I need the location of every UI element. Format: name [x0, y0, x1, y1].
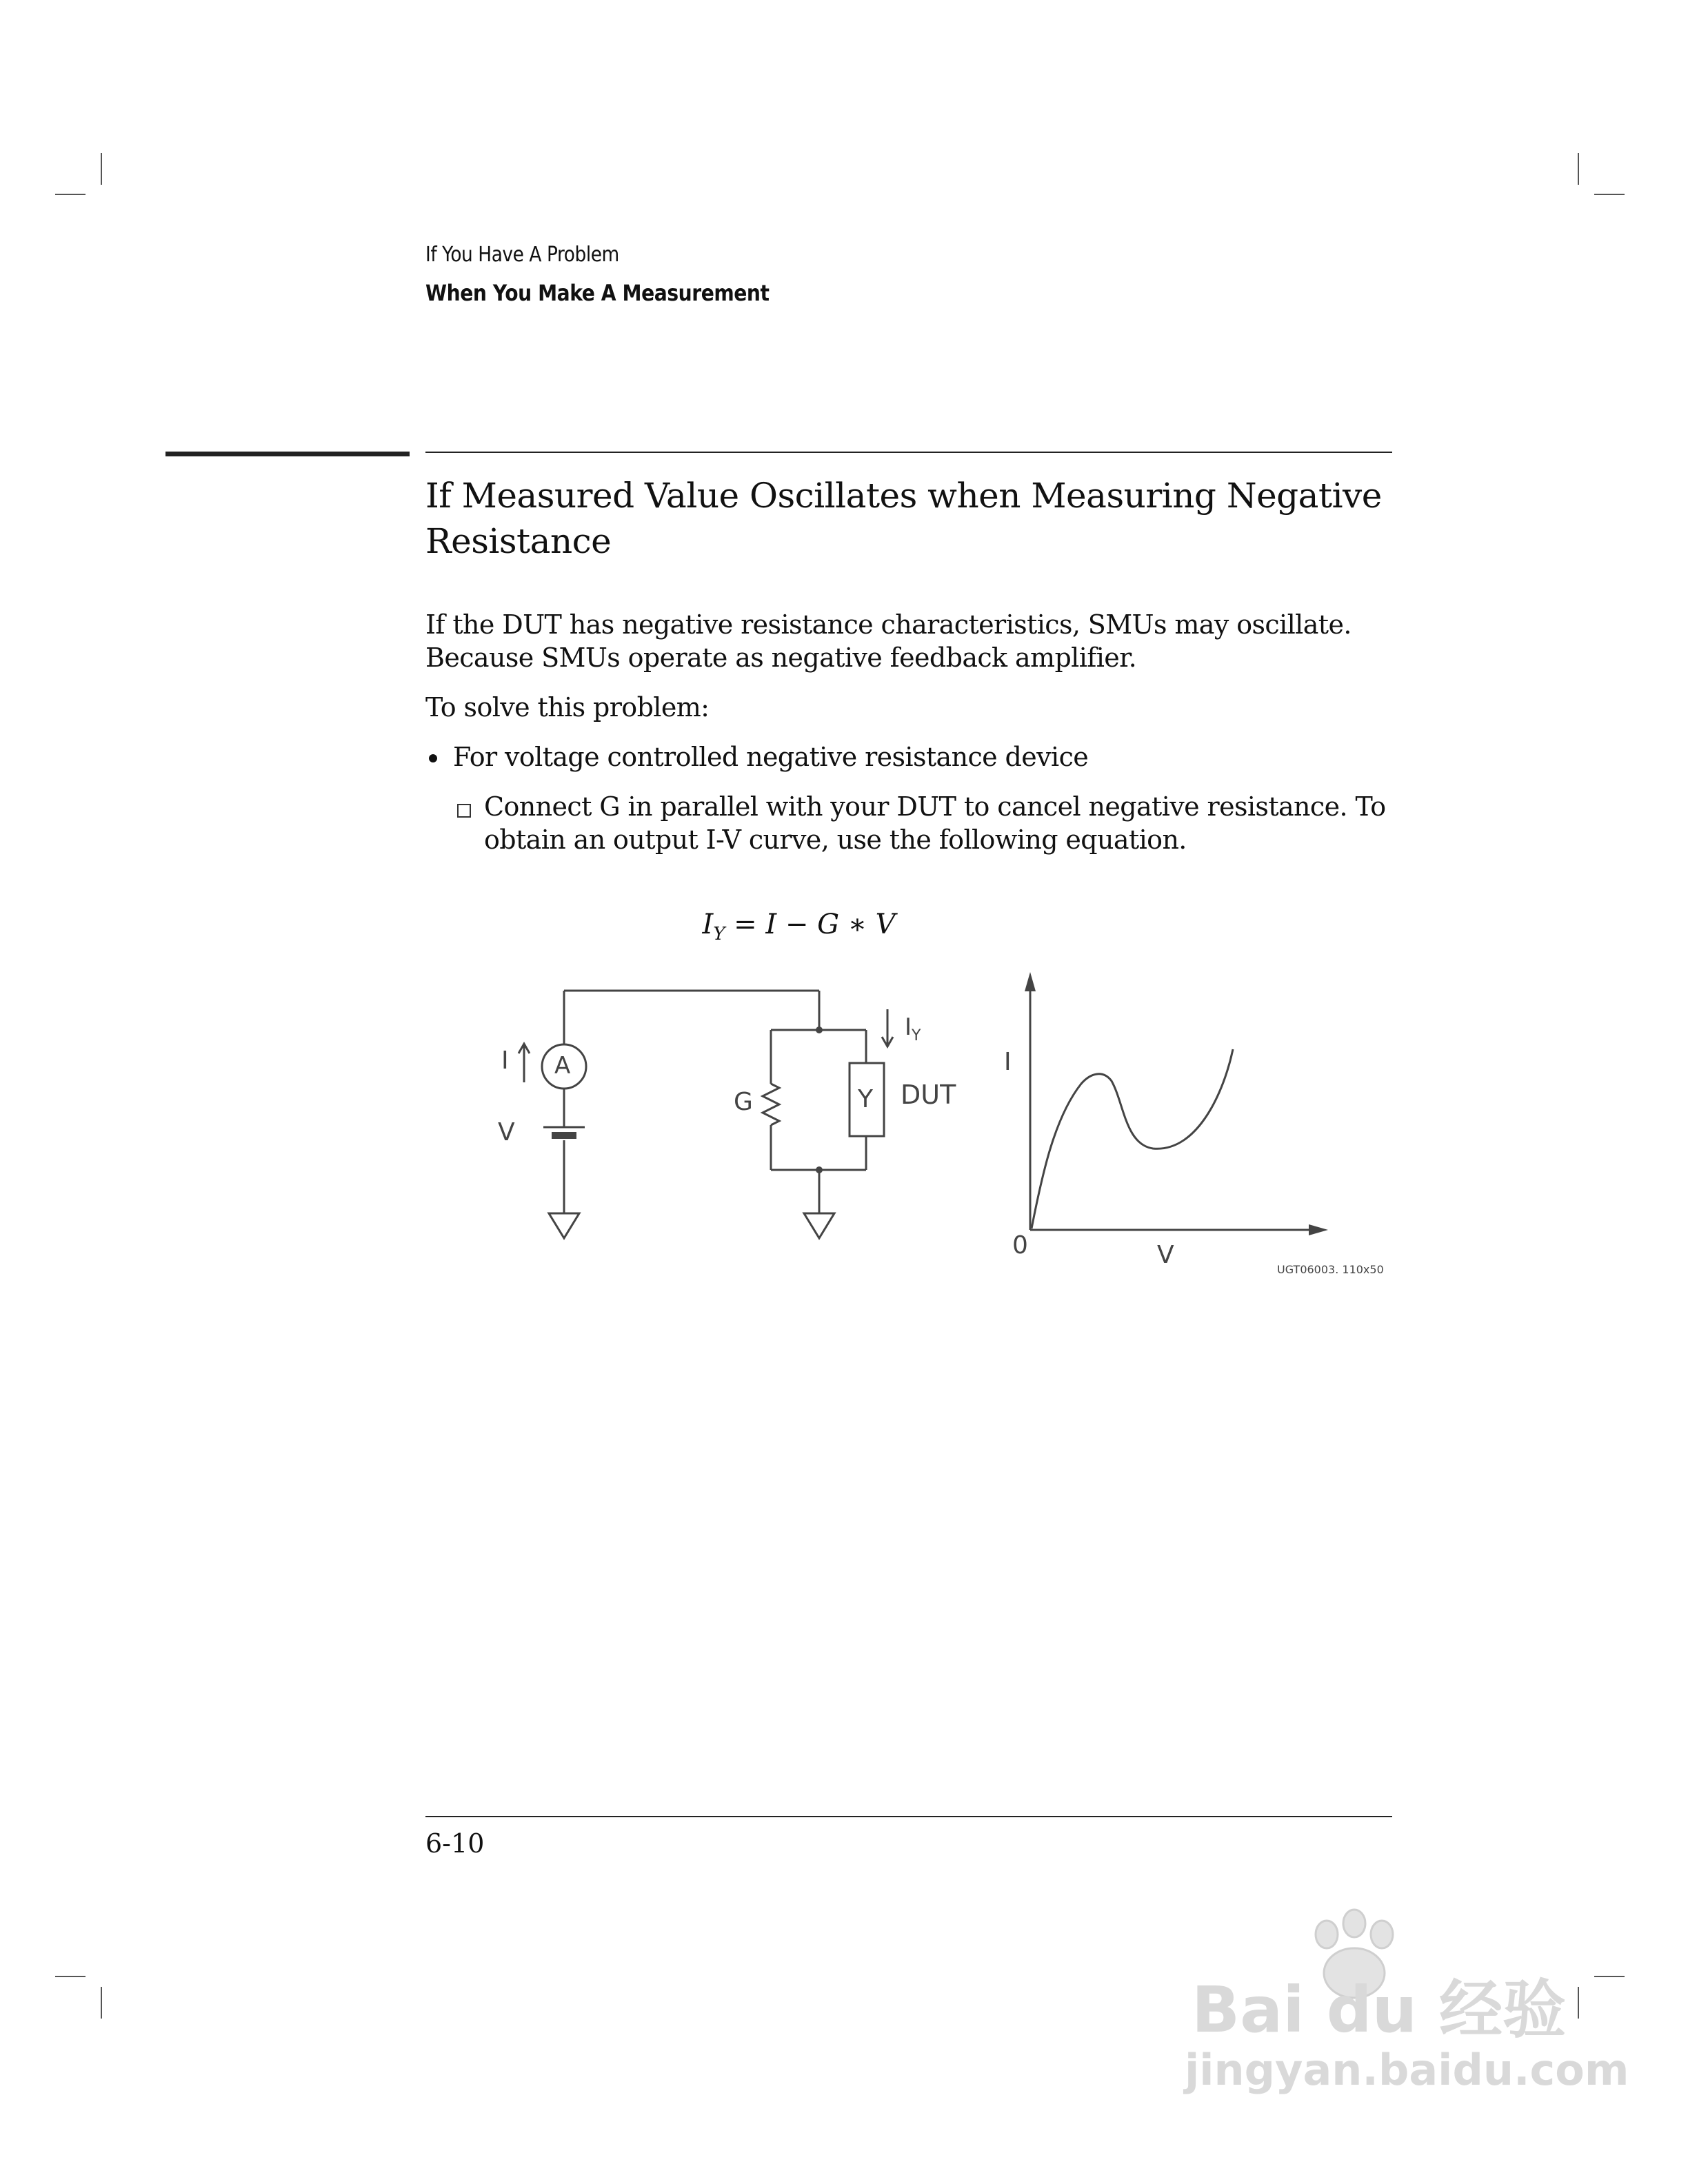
- running-header-chapter: If You Have A Problem: [425, 243, 619, 267]
- graph-x-axis-label: V: [1157, 1241, 1174, 1269]
- iy-label: [905, 1013, 921, 1044]
- junction-dot-top: [816, 1027, 823, 1033]
- current-label: I: [501, 1046, 509, 1075]
- running-header-section: When You Make A Measurement: [425, 280, 770, 306]
- ground-symbol-left: [549, 1213, 579, 1238]
- sub-bullet-line-2: obtain an output I-V curve, use the following equation.: [484, 825, 1187, 855]
- graph-origin-label: 0: [1012, 1231, 1028, 1260]
- admittance-label: Y: [858, 1085, 873, 1113]
- equation-lhs: I: [702, 909, 714, 940]
- intro-line-2: Because SMUs operate as negative feedback amplifier.: [425, 643, 1137, 673]
- graph-y-axis-label: I: [1004, 1048, 1012, 1076]
- sub-bullet-line-1: Connect G in parallel with your DUT to cancel negative resistance. To: [484, 791, 1386, 822]
- page-number: 6-10: [425, 1828, 485, 1859]
- dut-label: DUT: [901, 1080, 956, 1110]
- voltage-label: V: [498, 1118, 515, 1146]
- iy-label-sub: Y: [912, 1027, 921, 1044]
- bullet-text: For voltage controlled negative resistance device: [453, 742, 1089, 772]
- solve-label: To solve this problem:: [425, 692, 710, 722]
- iv-curve: [1032, 1049, 1233, 1228]
- iy-label-main: I: [905, 1013, 912, 1041]
- junction-dot-bottom: [816, 1166, 823, 1173]
- ammeter-label: A: [554, 1052, 571, 1080]
- source-short-plate: [552, 1132, 576, 1139]
- intro-line-1: If the DUT has negative resistance characteristics, SMUs may oscillate.: [425, 609, 1352, 640]
- equation-rhs: = I − G ∗ V: [725, 909, 896, 940]
- figure-id: UGT06003. 110x50: [1277, 1263, 1384, 1276]
- x-axis-arrowhead: [1309, 1224, 1328, 1235]
- section-title: If Measured Value Oscillates when Measuring Negative Resistance: [425, 476, 1382, 561]
- equation-lhs-subscript: Y: [713, 924, 725, 944]
- watermark-url: jingyan.baidu.com: [1185, 2045, 1629, 2095]
- footer-rule: [425, 1816, 1392, 1817]
- conductance-label: G: [734, 1088, 753, 1116]
- ground-symbol-right: [804, 1213, 834, 1238]
- y-axis-arrowhead: [1025, 972, 1036, 991]
- resistor-g: [763, 1084, 779, 1125]
- watermark-brand: Bai du 经验: [1192, 1973, 1567, 2047]
